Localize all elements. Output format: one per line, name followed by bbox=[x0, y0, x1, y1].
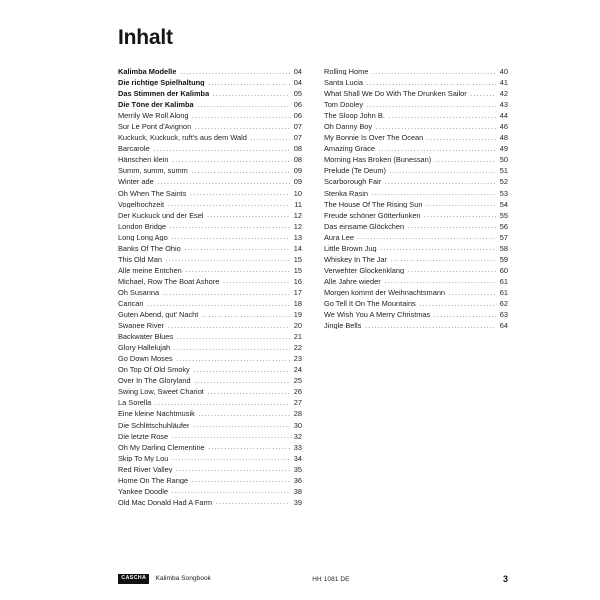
toc-entry-page-number: 04 bbox=[293, 78, 302, 88]
toc-entry[interactable] bbox=[324, 89, 508, 100]
toc-dot-leader bbox=[174, 343, 290, 350]
toc-dot-leader bbox=[435, 155, 496, 162]
toc-dot-leader bbox=[168, 200, 290, 207]
toc-entry[interactable] bbox=[118, 343, 302, 354]
toc-entry-page-number: 17 bbox=[293, 287, 302, 297]
toc-entry-label: Cancan bbox=[118, 299, 144, 308]
toc-entry-label: Banks Of The Ohio bbox=[118, 244, 181, 253]
toc-dot-leader bbox=[208, 443, 289, 450]
toc-entry-page-number: 09 bbox=[293, 166, 302, 176]
toc-entry[interactable] bbox=[324, 111, 508, 122]
toc-entry-page-number: 26 bbox=[293, 387, 302, 397]
toc-entry-page-number: 43 bbox=[499, 100, 508, 110]
toc-entry-page-number: 53 bbox=[499, 188, 508, 198]
toc-entry-label: Old Mac Donald Had A Farm bbox=[118, 498, 213, 507]
toc-entry[interactable] bbox=[118, 365, 302, 376]
toc-entry[interactable] bbox=[118, 189, 302, 200]
toc-entry-label: We Wish You A Merry Christmas bbox=[324, 311, 431, 319]
toc-dot-leader bbox=[470, 89, 495, 96]
toc-dot-leader bbox=[202, 310, 290, 317]
toc-entry-label: Jingle Bells bbox=[324, 322, 362, 330]
footer-book-title: Kalimba Songbook bbox=[155, 574, 211, 582]
toc-dot-leader bbox=[192, 476, 290, 483]
toc-dot-leader bbox=[378, 144, 495, 151]
toc-entry-label: Das Stimmen der Kalimba bbox=[118, 90, 210, 98]
toc-dot-leader bbox=[190, 189, 290, 196]
toc-entry[interactable] bbox=[118, 233, 302, 244]
toc-dot-leader bbox=[380, 244, 495, 251]
toc-entry[interactable] bbox=[324, 233, 508, 244]
toc-entry-page-number: 35 bbox=[293, 464, 302, 474]
toc-dot-leader bbox=[449, 288, 496, 295]
toc-dot-leader bbox=[184, 244, 289, 251]
toc-entry-page-number: 51 bbox=[499, 166, 508, 176]
toc-dot-leader bbox=[177, 332, 290, 339]
toc-dot-leader bbox=[193, 421, 290, 428]
toc-dot-leader bbox=[385, 177, 496, 184]
toc-entry-page-number: 06 bbox=[293, 100, 302, 110]
toc-entry-page-number: 40 bbox=[499, 67, 508, 76]
toc-dot-leader bbox=[155, 398, 290, 405]
toc-column-left bbox=[118, 67, 302, 509]
toc-dot-leader bbox=[192, 111, 289, 118]
toc-entry-label: Skip To My Lou bbox=[118, 454, 169, 463]
toc-entry[interactable] bbox=[118, 421, 302, 432]
toc-entry[interactable] bbox=[324, 255, 508, 266]
toc-entry-label: The Sloop John B. bbox=[324, 112, 385, 120]
toc-entry-page-number: 34 bbox=[293, 453, 302, 463]
toc-dot-leader bbox=[213, 89, 290, 96]
toc-entry-label: Home On The Range bbox=[118, 476, 189, 485]
toc-entry-page-number: 46 bbox=[499, 122, 508, 132]
toc-entry-label: On Top Of Old Smoky bbox=[118, 366, 190, 374]
toc-dot-leader bbox=[365, 321, 496, 328]
toc-dot-leader bbox=[157, 177, 289, 184]
toc-entry-label: Kalimba Modelle bbox=[118, 68, 177, 76]
toc-entry-page-number: 39 bbox=[293, 497, 302, 507]
toc-entry[interactable] bbox=[324, 122, 508, 133]
toc-entry-page-number: 38 bbox=[293, 486, 302, 496]
toc-entry[interactable] bbox=[118, 288, 302, 299]
toc-dot-leader bbox=[163, 288, 290, 295]
toc-entry-label: What Shall We Do With The Drunken Sailor bbox=[324, 90, 467, 98]
toc-dot-leader bbox=[180, 67, 290, 74]
toc-entry-label: Winter ade bbox=[118, 178, 154, 186]
toc-entry-label: Das einsame Glöckchen bbox=[324, 222, 405, 231]
toc-dot-leader bbox=[388, 111, 497, 118]
toc-entry-page-number: 06 bbox=[293, 111, 302, 121]
toc-entry-page-number: 24 bbox=[293, 365, 302, 375]
toc-entry-page-number: 44 bbox=[499, 111, 508, 121]
toc-entry[interactable] bbox=[118, 498, 302, 509]
toc-dot-leader bbox=[171, 233, 289, 240]
toc-entry-page-number: 07 bbox=[293, 133, 302, 143]
toc-entry-label: Oh Danny Boy bbox=[324, 123, 373, 131]
toc-entry-page-number: 22 bbox=[293, 343, 302, 353]
toc-dot-leader bbox=[408, 222, 498, 229]
toc-dot-leader bbox=[424, 211, 495, 218]
toc-entry-page-number: 08 bbox=[293, 155, 302, 165]
toc-dot-leader bbox=[165, 255, 289, 262]
toc-entry-label: Go Tell It On The Mountains bbox=[324, 299, 416, 308]
toc-entry[interactable] bbox=[324, 189, 508, 200]
toc-entry[interactable] bbox=[118, 487, 302, 498]
toc-dot-leader bbox=[176, 354, 289, 361]
toc-entry-page-number: 07 bbox=[293, 122, 302, 132]
page-footer bbox=[118, 572, 508, 586]
toc-entry-page-number: 19 bbox=[293, 310, 302, 320]
footer-reference: HH 1081 DE bbox=[312, 575, 350, 583]
toc-entry[interactable] bbox=[118, 321, 302, 332]
toc-entry[interactable] bbox=[118, 454, 302, 465]
toc-entry[interactable] bbox=[118, 200, 302, 211]
toc-dot-leader bbox=[208, 78, 289, 85]
toc-entry-label: Eine kleine Nachtmusik bbox=[118, 410, 195, 418]
toc-dot-leader bbox=[197, 100, 289, 107]
toc-entry-label: Backwater Blues bbox=[118, 333, 174, 341]
toc-dot-leader bbox=[367, 78, 496, 85]
toc-entry[interactable] bbox=[324, 299, 508, 310]
toc-dot-leader bbox=[223, 277, 290, 284]
toc-dot-leader bbox=[172, 155, 289, 162]
toc-dot-leader bbox=[426, 200, 496, 207]
toc-entry-label: Swanee River bbox=[118, 322, 165, 330]
toc-entry-page-number: 50 bbox=[499, 155, 508, 165]
toc-dot-leader bbox=[384, 277, 495, 284]
toc-entry-label: Rolling Home bbox=[324, 68, 369, 76]
toc-entry-label: Sur Le Pont d'Avignon bbox=[118, 123, 192, 131]
toc-entry[interactable] bbox=[118, 299, 302, 310]
toc-dot-leader bbox=[250, 133, 289, 140]
toc-entry[interactable] bbox=[324, 211, 508, 222]
toc-entry-label: Kuckuck, Kuckuck, ruft's aus dem Wald bbox=[118, 134, 247, 142]
toc-entry-label: London Bridge bbox=[118, 222, 167, 231]
toc-entry[interactable] bbox=[324, 266, 508, 277]
toc-entry-page-number: 61 bbox=[499, 287, 508, 297]
toc-entry-page-number: 32 bbox=[293, 431, 302, 441]
toc-entry-label: Freude schöner Götterfunken bbox=[324, 211, 421, 220]
toc-entry[interactable] bbox=[324, 144, 508, 155]
toc-entry-label: Verwehter Glockenklang bbox=[324, 266, 405, 275]
toc-dot-leader bbox=[391, 255, 496, 262]
toc-dot-leader bbox=[193, 365, 289, 372]
toc-entry[interactable] bbox=[118, 133, 302, 144]
toc-dot-leader bbox=[168, 321, 290, 328]
toc-entry-page-number: 62 bbox=[499, 298, 508, 308]
toc-entry-label: Morning Has Broken (Bunessan) bbox=[324, 156, 432, 164]
toc-entry[interactable] bbox=[118, 476, 302, 487]
toc-entry-label: Alle meine Entchen bbox=[118, 266, 182, 275]
toc-entry-page-number: 57 bbox=[499, 232, 508, 242]
toc-entry-page-number: 23 bbox=[293, 354, 302, 364]
toc-entry-label: Aura Lee bbox=[324, 233, 354, 242]
toc-entry-page-number: 04 bbox=[293, 67, 302, 76]
toc-entry[interactable] bbox=[118, 266, 302, 277]
toc-entry[interactable] bbox=[118, 310, 302, 321]
toc-entry-page-number: 56 bbox=[499, 221, 508, 231]
toc-entry-page-number: 48 bbox=[499, 133, 508, 143]
toc-entry[interactable] bbox=[324, 155, 508, 166]
footer-brand-group bbox=[118, 574, 211, 584]
toc-dot-leader bbox=[194, 376, 289, 383]
toc-entry-label: Prelude (Te Deum) bbox=[324, 167, 387, 175]
toc-dot-leader bbox=[376, 122, 496, 129]
toc-entry-label: Merrily We Roll Along bbox=[118, 112, 189, 120]
toc-entry-label: Vogelhochzeit bbox=[118, 200, 165, 208]
toc-entry-label: Die Töne der Kalimba bbox=[118, 101, 194, 109]
toc-entry[interactable] bbox=[324, 200, 508, 211]
toc-entry[interactable] bbox=[324, 100, 508, 111]
toc-entry[interactable] bbox=[324, 67, 508, 78]
toc-entry-label: Tom Dooley bbox=[324, 101, 364, 109]
toc-entry[interactable] bbox=[118, 67, 302, 78]
toc-entry-label: Over In The Gloryland bbox=[118, 377, 191, 385]
toc-entry-label: The House Of The Rising Sun bbox=[324, 200, 423, 208]
toc-entry[interactable] bbox=[118, 100, 302, 111]
toc-entry-page-number: 09 bbox=[293, 177, 302, 187]
toc-entry-label: This Old Man bbox=[118, 255, 162, 264]
toc-entry-label: Oh Susanna bbox=[118, 288, 160, 297]
toc-entry-page-number: 10 bbox=[293, 188, 302, 198]
toc-dot-leader bbox=[170, 222, 290, 229]
toc-dot-leader bbox=[185, 266, 289, 273]
toc-entry-page-number: 33 bbox=[293, 442, 302, 452]
toc-entry-label: Oh When The Saints bbox=[118, 189, 187, 197]
toc-entry[interactable] bbox=[118, 89, 302, 100]
toc-entry[interactable] bbox=[324, 288, 508, 299]
toc-entry[interactable] bbox=[118, 387, 302, 398]
toc-entry-label: My Bonnie Is Over The Ocean bbox=[324, 134, 424, 142]
toc-dot-leader bbox=[191, 166, 289, 173]
toc-entry[interactable] bbox=[118, 376, 302, 387]
toc-entry-label: Die letzte Rose bbox=[118, 432, 169, 440]
toc-entry-page-number: 60 bbox=[499, 265, 508, 275]
toc-entry-page-number: 15 bbox=[293, 265, 302, 275]
toc-entry-label: Guten Abend, gut' Nacht bbox=[118, 311, 199, 319]
toc-entry[interactable] bbox=[118, 244, 302, 255]
toc-dot-leader bbox=[371, 189, 495, 196]
footer-page-number: 3 bbox=[502, 573, 508, 584]
toc-entry-label: Amazing Grace bbox=[324, 145, 375, 153]
toc-entry[interactable] bbox=[118, 255, 302, 266]
toc-dot-leader bbox=[153, 144, 289, 151]
toc-dot-leader bbox=[358, 233, 496, 240]
toc-entry-label: Alle Jahre wieder bbox=[324, 277, 381, 286]
toc-entry[interactable] bbox=[118, 155, 302, 166]
toc-entry-page-number: 61 bbox=[499, 276, 508, 286]
toc-entry-page-number: 49 bbox=[499, 144, 508, 154]
toc-entry-page-number: 12 bbox=[293, 221, 302, 231]
toc-entry-label: Glory Hallelujah bbox=[118, 344, 171, 352]
toc-entry[interactable] bbox=[118, 177, 302, 188]
toc-entry-label: Go Down Moses bbox=[118, 355, 173, 363]
toc-entry-label: Red River Valley bbox=[118, 465, 173, 474]
toc-dot-leader bbox=[172, 487, 290, 494]
toc-entry[interactable] bbox=[324, 310, 508, 321]
toc-entry-page-number: 14 bbox=[293, 243, 302, 253]
toc-dot-leader bbox=[207, 211, 290, 218]
toc-entry-label: Santa Lucia bbox=[324, 79, 364, 87]
toc-dot-leader bbox=[172, 454, 290, 461]
toc-entry-page-number: 08 bbox=[293, 144, 302, 154]
toc-entry-page-number: 42 bbox=[499, 89, 508, 99]
toc-entry-page-number: 41 bbox=[499, 78, 508, 88]
toc-entry-page-number: 25 bbox=[293, 376, 302, 386]
toc-columns bbox=[118, 67, 508, 509]
toc-entry-page-number: 63 bbox=[499, 310, 508, 320]
toc-entry-label: Barcarole bbox=[118, 145, 150, 153]
toc-entry[interactable] bbox=[324, 222, 508, 233]
toc-dot-leader bbox=[427, 133, 496, 140]
toc-dot-leader bbox=[408, 266, 496, 273]
toc-entry-page-number: 05 bbox=[293, 89, 302, 99]
toc-entry-page-number: 58 bbox=[499, 243, 508, 253]
toc-entry-label: Swing Low, Sweet Chariot bbox=[118, 388, 204, 396]
toc-entry-page-number: 64 bbox=[499, 321, 508, 331]
toc-entry[interactable] bbox=[118, 409, 302, 420]
toc-entry-page-number: 30 bbox=[293, 420, 302, 430]
toc-entry[interactable] bbox=[118, 78, 302, 89]
toc-entry[interactable] bbox=[118, 443, 302, 454]
toc-entry[interactable] bbox=[118, 277, 302, 288]
cascha-logo: CASCHA bbox=[118, 574, 149, 584]
toc-dot-leader bbox=[419, 299, 495, 306]
toc-entry[interactable] bbox=[118, 332, 302, 343]
toc-entry-label: Stenka Rasin bbox=[324, 189, 368, 197]
toc-entry-page-number: 36 bbox=[293, 475, 302, 485]
toc-entry-label: Oh My Darling Clementine bbox=[118, 443, 205, 451]
toc-entry[interactable] bbox=[118, 354, 302, 365]
toc-entry-label: La Sorella bbox=[118, 399, 152, 407]
toc-column-right bbox=[324, 67, 508, 509]
toc-entry[interactable] bbox=[118, 211, 302, 222]
toc-dot-leader bbox=[176, 465, 290, 472]
toc-entry[interactable] bbox=[324, 177, 508, 188]
toc-dot-leader bbox=[198, 409, 289, 416]
page-title: Inhalt bbox=[118, 26, 173, 49]
toc-entry-label: Die richtige Spielhaltung bbox=[118, 79, 205, 87]
toc-entry-page-number: 54 bbox=[499, 199, 508, 209]
toc-dot-leader bbox=[195, 122, 290, 129]
toc-entry-label: Summ, summ, summ bbox=[118, 167, 188, 175]
toc-entry[interactable] bbox=[324, 133, 508, 144]
toc-entry-page-number: 52 bbox=[499, 177, 508, 187]
toc-dot-leader bbox=[216, 498, 290, 505]
toc-entry-label: Long Long Ago bbox=[118, 233, 168, 242]
toc-entry-page-number: 28 bbox=[293, 409, 302, 419]
toc-entry-page-number: 21 bbox=[293, 332, 302, 342]
toc-entry[interactable] bbox=[118, 144, 302, 155]
toc-dot-leader bbox=[147, 299, 290, 306]
toc-entry-page-number: 15 bbox=[293, 254, 302, 264]
toc-entry[interactable] bbox=[118, 432, 302, 443]
toc-entry[interactable] bbox=[324, 166, 508, 177]
toc-entry-page-number: 59 bbox=[499, 254, 508, 264]
toc-entry[interactable] bbox=[118, 465, 302, 476]
toc-entry-label: Hänschen klein bbox=[118, 156, 169, 164]
toc-entry[interactable] bbox=[324, 277, 508, 288]
toc-dot-leader bbox=[372, 67, 496, 74]
toc-entry-page-number: 27 bbox=[293, 398, 302, 408]
toc-entry-label: Die Schlittschuhläufer bbox=[118, 421, 190, 429]
toc-entry-page-number: 12 bbox=[293, 210, 302, 220]
toc-dot-leader bbox=[390, 166, 496, 173]
toc-entry-page-number: 16 bbox=[293, 276, 302, 286]
toc-entry-page-number: 55 bbox=[499, 210, 508, 220]
toc-dot-leader bbox=[207, 387, 289, 394]
toc-entry-page-number: 18 bbox=[293, 298, 302, 308]
toc-entry-label: Little Brown Jug bbox=[324, 244, 377, 253]
toc-entry[interactable] bbox=[118, 122, 302, 133]
toc-entry-label: Morgen kommt der Weihnachtsmann bbox=[324, 288, 446, 297]
toc-dot-leader bbox=[172, 432, 292, 439]
toc-entry-page-number: 13 bbox=[293, 232, 302, 242]
toc-entry-page-number: 11 bbox=[294, 199, 302, 209]
toc-entry-label: Scarborough Fair bbox=[324, 178, 382, 186]
toc-entry[interactable] bbox=[118, 398, 302, 409]
toc-dot-leader bbox=[367, 100, 496, 107]
toc-entry-label: Der Kuckuck und der Esel bbox=[118, 211, 204, 220]
toc-entry-label: Michael, Row The Boat Ashore bbox=[118, 277, 220, 286]
toc-entry-label: Yankee Doodle bbox=[118, 487, 168, 496]
toc-entry-page-number: 20 bbox=[293, 321, 302, 331]
toc-entry[interactable] bbox=[118, 166, 302, 177]
toc-entry[interactable] bbox=[324, 244, 508, 255]
toc-entry[interactable] bbox=[324, 321, 508, 332]
toc-entry[interactable] bbox=[118, 111, 302, 122]
toc-dot-leader bbox=[434, 310, 496, 317]
toc-entry[interactable] bbox=[118, 222, 302, 233]
toc-entry[interactable] bbox=[324, 78, 508, 89]
toc-entry-label: Whiskey In The Jar bbox=[324, 255, 388, 264]
